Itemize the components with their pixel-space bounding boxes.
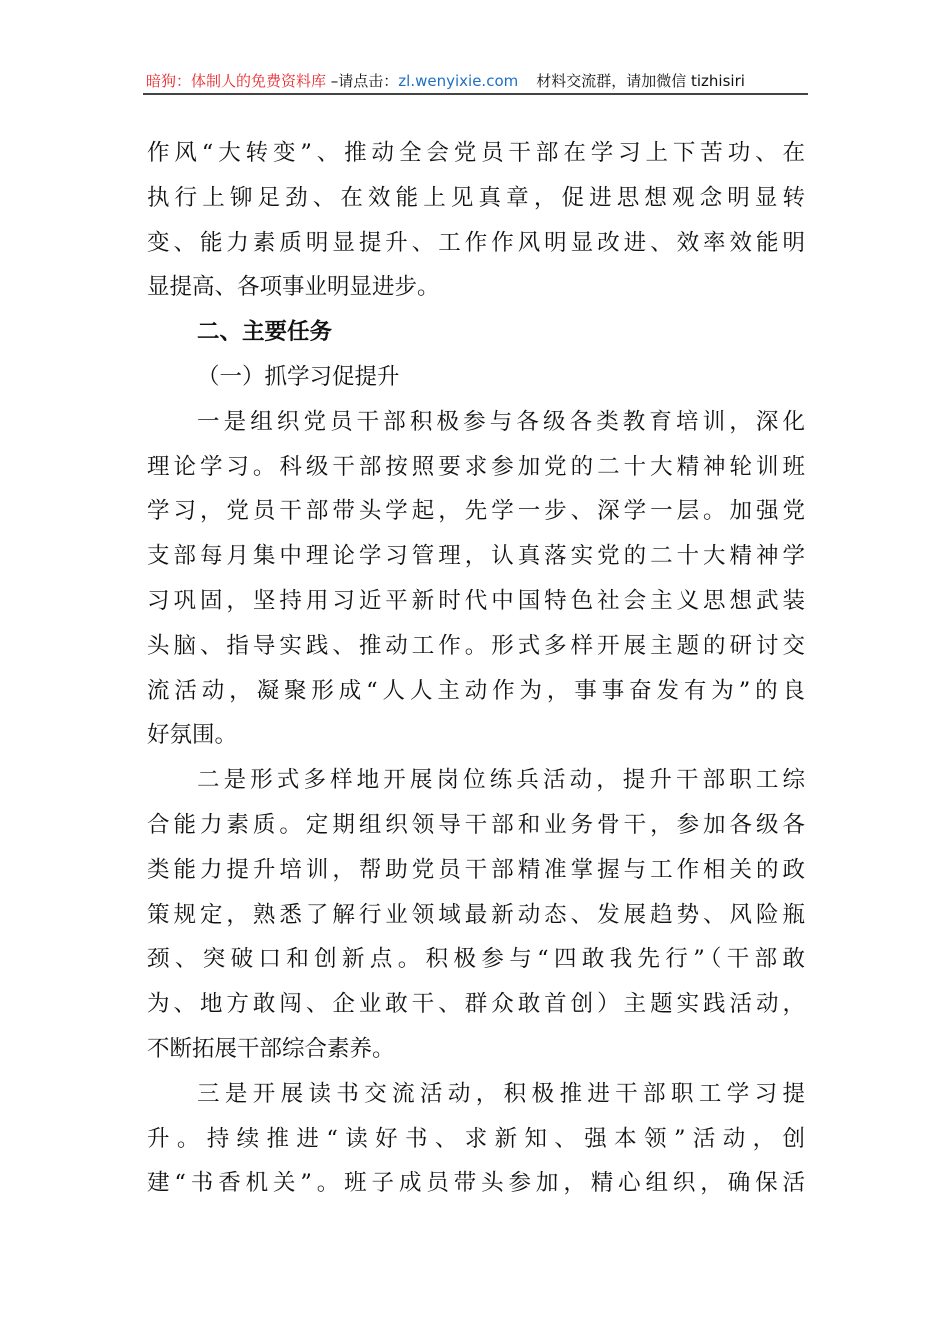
text-line: 变、能力素质明显提升、工作作风明显改进、效率效能明 — [147, 229, 805, 256]
text-line: 建“书香机关”。班子成员带头参加，精心组织，确保活 — [147, 1170, 805, 1197]
text-line: 学习，党员干部带头学起，先学一步、深学一层。加强党 — [147, 498, 805, 525]
text-line: 理论学习。科级干部按照要求参加党的二十大精神轮训班 — [147, 453, 805, 480]
text-line: 颈、突破口和创新点。积极参与“四敢我先行”（干部敢 — [147, 946, 805, 973]
subsection-heading: （一）抓学习促提升 — [197, 363, 400, 390]
header-click-prompt: –请点击： — [326, 72, 399, 90]
section-heading: 二、主要任务 — [197, 319, 333, 346]
text-line: 策规定，熟悉了解行业领域最新动态、发展趋势、风险瓶 — [147, 901, 805, 928]
header-divider — [143, 93, 808, 95]
text-line: 二是形式多样地开展岗位练兵活动，提升干部职工综 — [197, 767, 805, 794]
text-line: 头脑、指导实践、推动工作。形式多样开展主题的研讨交 — [147, 632, 805, 659]
text-line: 支部每月集中理论学习管理，认真落实党的二十大精神学 — [147, 543, 805, 570]
text-line: 执行上铆足劲、在效能上见真章，促进思想观念明显转 — [147, 184, 805, 211]
text-line: 为、地方敢闯、企业敢干、群众敢首创）主题实践活动， — [147, 991, 805, 1018]
text-line: 合能力素质。定期组织领导干部和业务骨干，参加各级各 — [147, 811, 805, 838]
text-line: 习巩固，坚持用习近平新时代中国特色社会主义思想武装 — [147, 587, 805, 614]
text-line: 作风“大转变”、推动全会党员干部在学习上下苦功、在 — [147, 140, 805, 166]
text-line: 流活动，凝聚形成“人人主动作为，事事奋发有为”的良 — [147, 677, 805, 704]
page-header — [146, 70, 806, 92]
header-wechat-note: 材料交流群，请加微信 tizhisiri — [536, 72, 745, 90]
header-link[interactable]: zl.wenyixie.com — [398, 72, 519, 90]
document-body — [147, 137, 805, 1212]
text-line: 显提高、各项事业明显进步。 — [147, 274, 440, 301]
text-line: 一是组织党员干部积极参与各级各类教育培训，深化 — [197, 408, 805, 435]
text-line: 好氛围。 — [147, 722, 238, 749]
text-line: 三是开展读书交流活动，积极推进干部职工学习提 — [197, 1080, 805, 1107]
header-site-name: 暗狗：体制人的免费资料库 — [146, 72, 327, 90]
text-line: 不断拓展干部综合素养。 — [147, 1035, 395, 1062]
text-line: 类能力提升培训，帮助党员干部精准掌握与工作相关的政 — [147, 856, 805, 883]
text-line: 升。持续推进“读好书、求新知、强本领”活动，创 — [147, 1125, 805, 1152]
